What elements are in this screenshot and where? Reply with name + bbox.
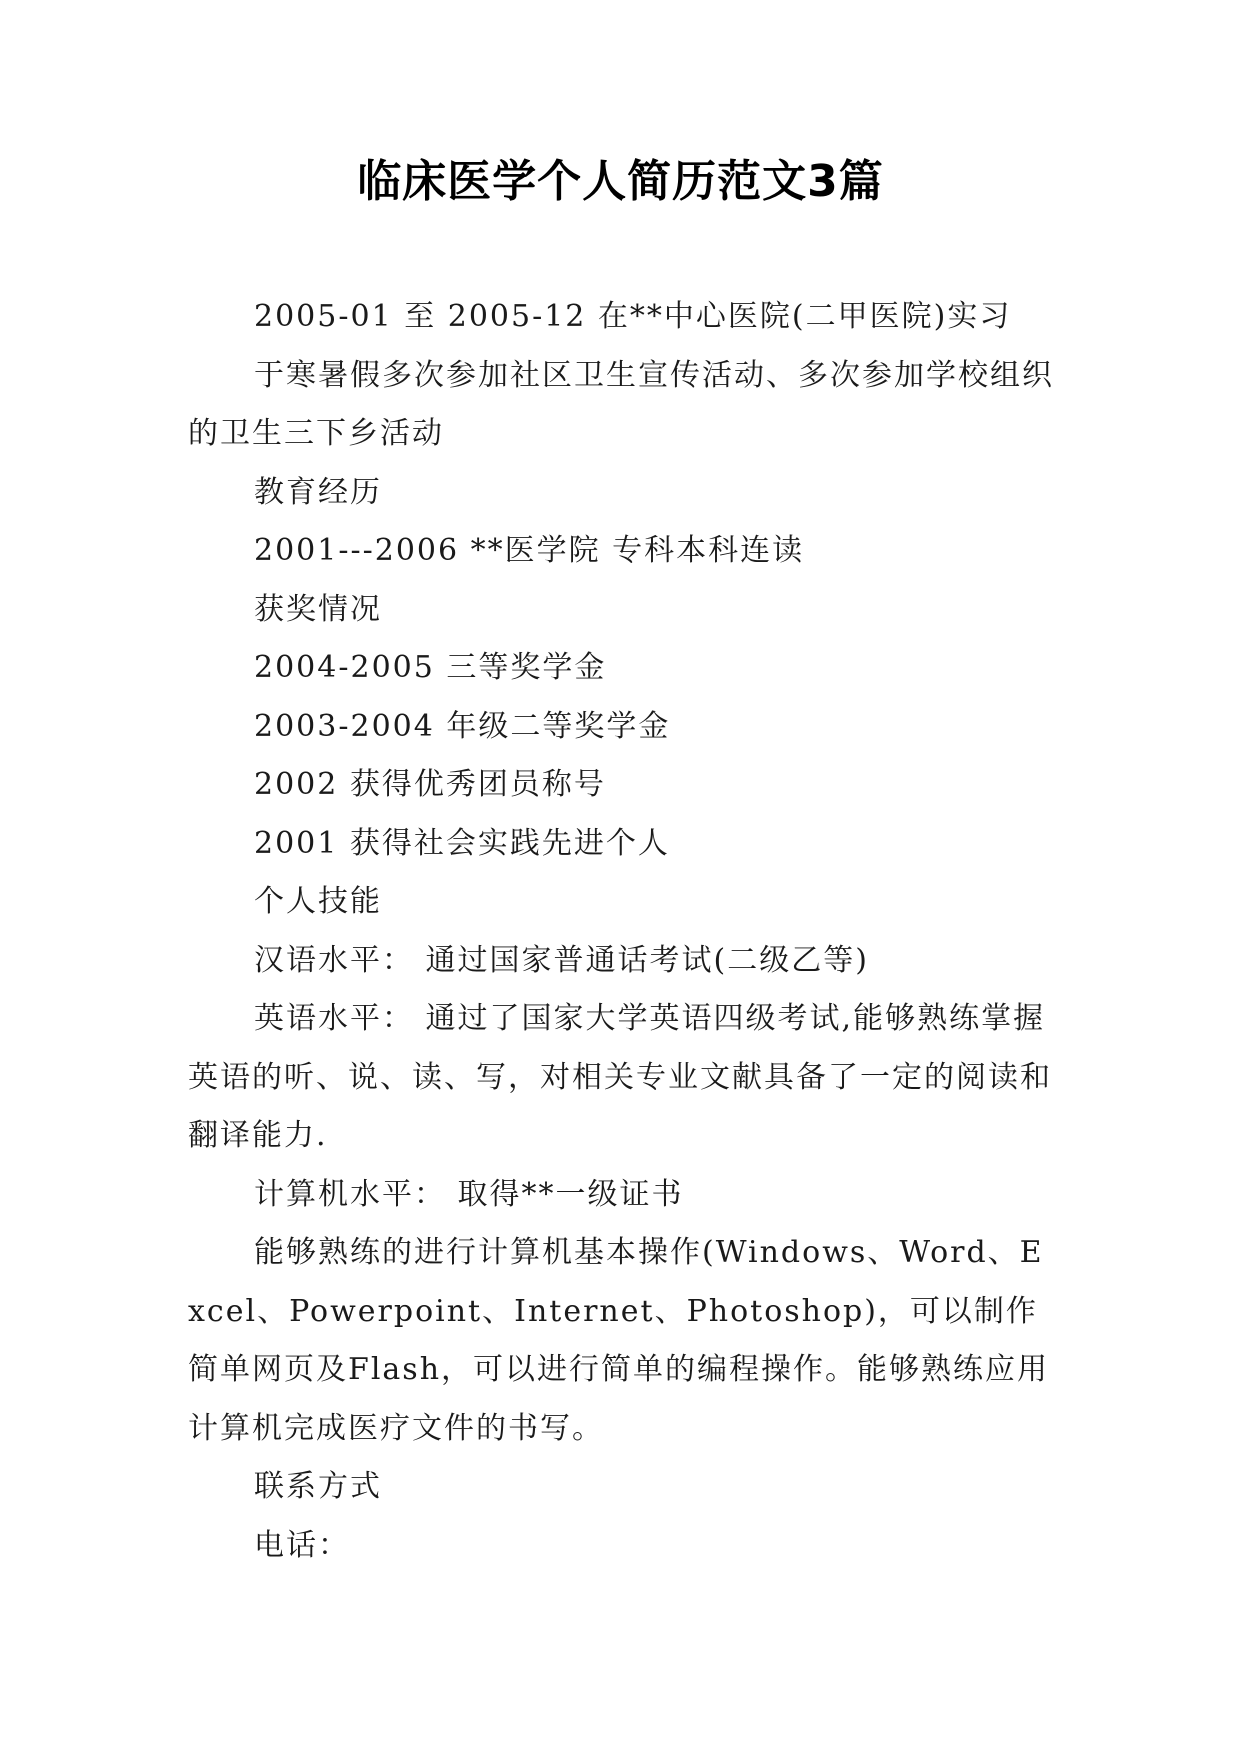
phone-line: 电话： [254, 1527, 350, 1563]
skills-heading: 个人技能 [254, 884, 382, 919]
awards-heading: 获奖情况 [254, 591, 382, 627]
computer-level-line: 计算机水平： 取得**一级证书 [254, 1176, 684, 1212]
contact-heading: 联系方式 [254, 1469, 382, 1504]
document-title: 临床医学个人简历范文3篇 [357, 156, 884, 207]
education-line: 2001---2006 **医学院 专科本科连读 [254, 533, 805, 568]
english-level-paragraph: 英语水平： 通过了国家大学英语四级考试,能够熟练掌握英语的听、说、读、写，对相关专业文献具备了一定的阅读和翻译能力. [188, 1001, 1052, 1153]
award-line: 2001 获得社会实践先进个人 [254, 825, 670, 861]
award-line: 2002 获得优秀团员称号 [254, 767, 606, 802]
document-body [188, 288, 1058, 1575]
activity-paragraph: 于寒暑假多次参加社区卫生宣传活动、多次参加学校组织的卫生三下乡活动 [188, 357, 1054, 451]
chinese-level-line: 汉语水平： 通过国家普通话考试(二级乙等) [254, 942, 869, 978]
award-line: 2004-2005 三等奖学金 [254, 650, 607, 685]
education-heading: 教育经历 [254, 474, 382, 510]
computer-skills-paragraph: 能够熟练的进行计算机基本操作(Windows、Word、Excel、Powerpoint、Internet、Photoshop)，可以制作简单网页及Flash，可以进行简单的编程操作。能够熟练应用计算机完成医疗文件的书写。 [188, 1235, 1050, 1446]
award-line: 2003-2004 年级二等奖学金 [254, 708, 671, 744]
internship-line: 2005-01 至 2005-12 在**中心医院(二甲医院)实习 [254, 299, 1012, 334]
